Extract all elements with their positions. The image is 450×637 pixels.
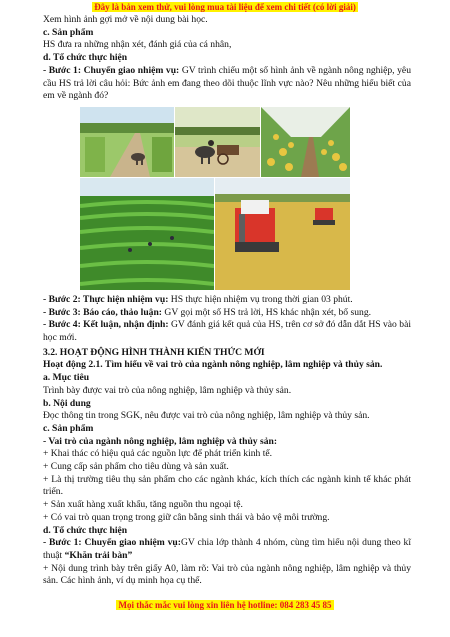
header-banner (0, 2, 450, 12)
organization-step1-technique: “Khăn trải bàn” (64, 549, 133, 561)
content-text: Đọc thông tin trong SGK, nêu được vai trò của nông nghiệp, lâm nghiệp và thủy sản. (43, 410, 370, 422)
product-heading: c. Sản phẩm (43, 422, 94, 434)
step3-text: GV gọi một số HS trả lời, HS khác nhận xét, bổ sung. (162, 306, 372, 318)
organization-step1-text: GV chia lớp thành 4 nhóm, cùng tìm hiểu nội dung theo kĩ thuật (43, 537, 411, 561)
organization-step1 (43, 537, 411, 562)
product-item-4: + Sản xuất hàng xuất khẩu, tăng nguồn thu ngoại tệ. (43, 499, 243, 511)
activity-2-1-heading: Hoạt động 2.1. Tìm hiểu về vai trò của ngành nông nghiệp, lâm nghiệp và thủy sản. (43, 359, 383, 371)
step3-paragraph (43, 307, 411, 320)
photo-rice-harvester (215, 178, 350, 290)
step1-text: GV trình chiếu một số hình ảnh về ngành nông nghiệp, yêu cầu HS trả lời câu hỏi: Bức ảnh em đang theo dõi thuộc lĩnh vực nào? Nêu những hiểu biết của em về ngành đó? (43, 64, 411, 102)
photo-buffalo-cart (175, 107, 260, 177)
step2-text: HS thực hiện nhiệm vụ trong thời gian 03 phút. (168, 293, 353, 305)
step1-label: - Bước 1: Chuyển giao nhiệm vụ: (43, 64, 180, 76)
product-item-3: + Là thị trường tiêu thụ sản phẩm cho các ngành khác, kích thích các ngành kinh tế khác phát triển. (43, 473, 411, 498)
section-d-heading: d. Tổ chức thực hiện (43, 52, 128, 64)
organization-step1-label: - Bước 1: Chuyển giao nhiệm vụ: (43, 537, 181, 549)
organization-heading: d. Tổ chức thực hiện (43, 524, 128, 536)
step4-paragraph (43, 319, 411, 344)
photo-rural-road (80, 107, 174, 177)
footer-banner-text: Mọi thắc mắc vui lòng xin liên hệ hotline: 084 283 45 85 (118, 600, 332, 610)
product-item-1: + Khai thác có hiệu quả các nguồn lực để phát triển kinh tế. (43, 448, 273, 460)
product-item-2: + Cung cấp sản phẩm cho tiêu dùng và sản xuất. (43, 461, 229, 473)
product-subheading: - Vai trò của ngành nông nghiệp, lâm nghiệp và thủy sản: (43, 435, 278, 447)
step4-text: GV đánh giá kết quả của HS, trên cơ sở đó dẫn dắt HS vào bài học mới. (43, 319, 411, 344)
footer-banner (0, 600, 450, 610)
step4-label: - Bước 4: Kết luận, nhận định: (43, 319, 169, 331)
photo-tea-plantation (80, 178, 214, 290)
organization-step1-detail: + Nội dung trình bày trên giấy A0, làm rõ: Vai trò của ngành nông nghiệp, lâm nghiệp và thủy sản. Các hình ảnh, ví dụ minh họa cụ thể. (43, 562, 411, 587)
step3-label: - Bước 3: Báo cáo, thảo luận: (43, 306, 162, 318)
intro-line: Xem hình ảnh gợi mở về nội dung bài học. (43, 14, 208, 25)
section-3-2-heading: 3.2. HOẠT ĐỘNG HÌNH THÀNH KIẾN THỨC MỚI (43, 346, 265, 358)
section-c-heading: c. Sản phẩm (43, 26, 94, 38)
content-heading: b. Nội dung (43, 397, 91, 409)
step2-label: - Bước 2: Thực hiện nhiệm vụ: (43, 293, 169, 305)
photo-greenhouse (261, 107, 350, 177)
document-body (43, 14, 411, 588)
step2-paragraph (43, 294, 411, 307)
objective-text: Trình bày được vai trò của nông nghiệp, lâm nghiệp và thủy sản. (43, 384, 292, 396)
section-c-text: HS đưa ra những nhận xét, đánh giá của cá nhân, (43, 39, 232, 51)
agriculture-photo-collage (80, 107, 350, 290)
step1-paragraph (43, 65, 411, 103)
product-item-5: + Có vai trò quan trọng trong giữ cân bằng sinh thái và bảo vệ môi trường. (43, 511, 330, 523)
header-banner-text: Đây là bản xem thử, vui lòng mua tài liệu để xem chi tiết (có lời giải) (94, 2, 356, 12)
objective-heading: a. Mục tiêu (43, 372, 90, 384)
